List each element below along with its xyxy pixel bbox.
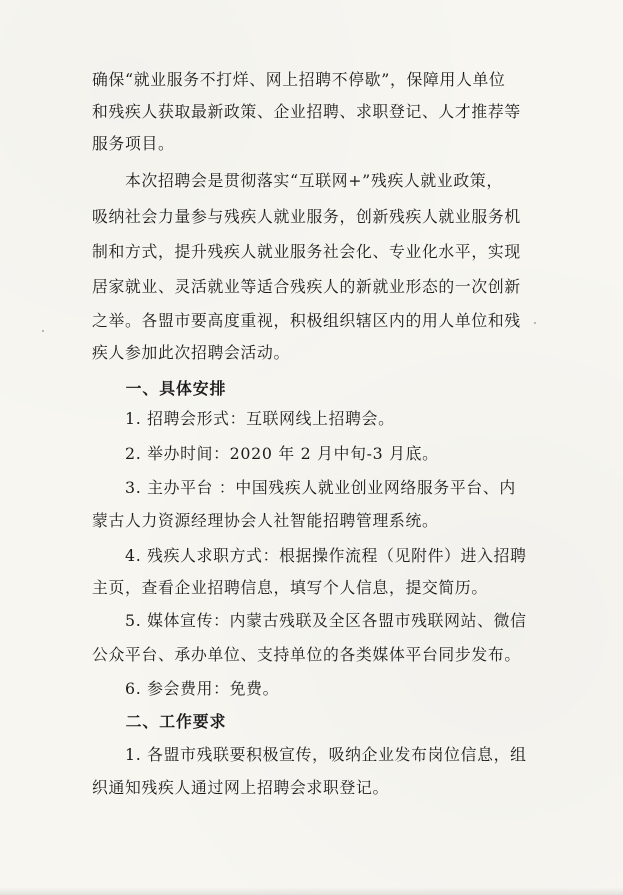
arrangement-item-5-line-1: 5. 媒体宣传：内蒙古残联及全区各盟市残联网站、微信 bbox=[92, 611, 527, 630]
paragraph-line-3: 服务项目。 bbox=[92, 134, 175, 153]
arrangement-item-4-line-2: 主页，查看企业招聘信息，填写个人信息，提交简历。 bbox=[92, 578, 488, 597]
section-heading-requirements: 二、工作要求 bbox=[92, 712, 227, 731]
paragraph-line-5: 吸纳社会力量参与残疾人就业服务，创新残疾人就业服务机 bbox=[92, 207, 521, 226]
arrangement-item-1: 1. 招聘会形式：互联网线上招聘会。 bbox=[92, 409, 395, 428]
section-heading-arrangement: 一、具体安排 bbox=[92, 379, 227, 398]
requirement-item-1-line-1: 1. 各盟市残联要积极宣传，吸纳企业发布岗位信息，组 bbox=[92, 745, 527, 764]
arrangement-item-3-line-2: 蒙古人力资源经理协会人社智能招聘管理系统。 bbox=[92, 511, 439, 530]
paragraph-line-9: 疾人参加此次招聘会活动。 bbox=[92, 343, 290, 362]
arrangement-item-4-line-1: 4. 残疾人求职方式：根据操作流程（见附件）进入招聘 bbox=[92, 546, 527, 565]
paragraph-line-2: 和残疾人获取最新政策、企业招聘、求职登记、人才推荐等 bbox=[92, 102, 521, 121]
arrangement-item-6: 6. 参会费用：免费。 bbox=[92, 679, 280, 698]
requirement-item-1-line-2: 织通知残疾人通过网上招聘会求职登记。 bbox=[92, 778, 389, 797]
paragraph-line-7: 居家就业、灵活就业等适合残疾人的新就业形态的一次创新 bbox=[92, 277, 521, 296]
scan-speck bbox=[42, 330, 44, 332]
paragraph-line-4: 本次招聘会是贯彻落实“互联网+”残疾人就业政策， bbox=[92, 171, 503, 190]
arrangement-item-3-line-1: 3. 主办平台 ：中国残疾人就业创业网络服务平台、内 bbox=[92, 478, 516, 497]
arrangement-item-2: 2. 举办时间：2020 年 2 月中旬-3 月底。 bbox=[92, 444, 439, 463]
paragraph-line-6: 制和方式，提升残疾人就业服务社会化、专业化水平，实现 bbox=[92, 242, 521, 261]
scan-edge-shadow bbox=[0, 887, 623, 895]
paragraph-line-8: 之举。各盟市要高度重视，积极组织辖区内的用人单位和残 bbox=[92, 311, 521, 330]
arrangement-item-5-line-2: 公众平台、承办单位、支持单位的各类媒体平台同步发布。 bbox=[92, 645, 521, 664]
paragraph-line-1: 确保“就业服务不打烊、网上招聘不停歇”，保障用人单位 bbox=[92, 70, 506, 89]
